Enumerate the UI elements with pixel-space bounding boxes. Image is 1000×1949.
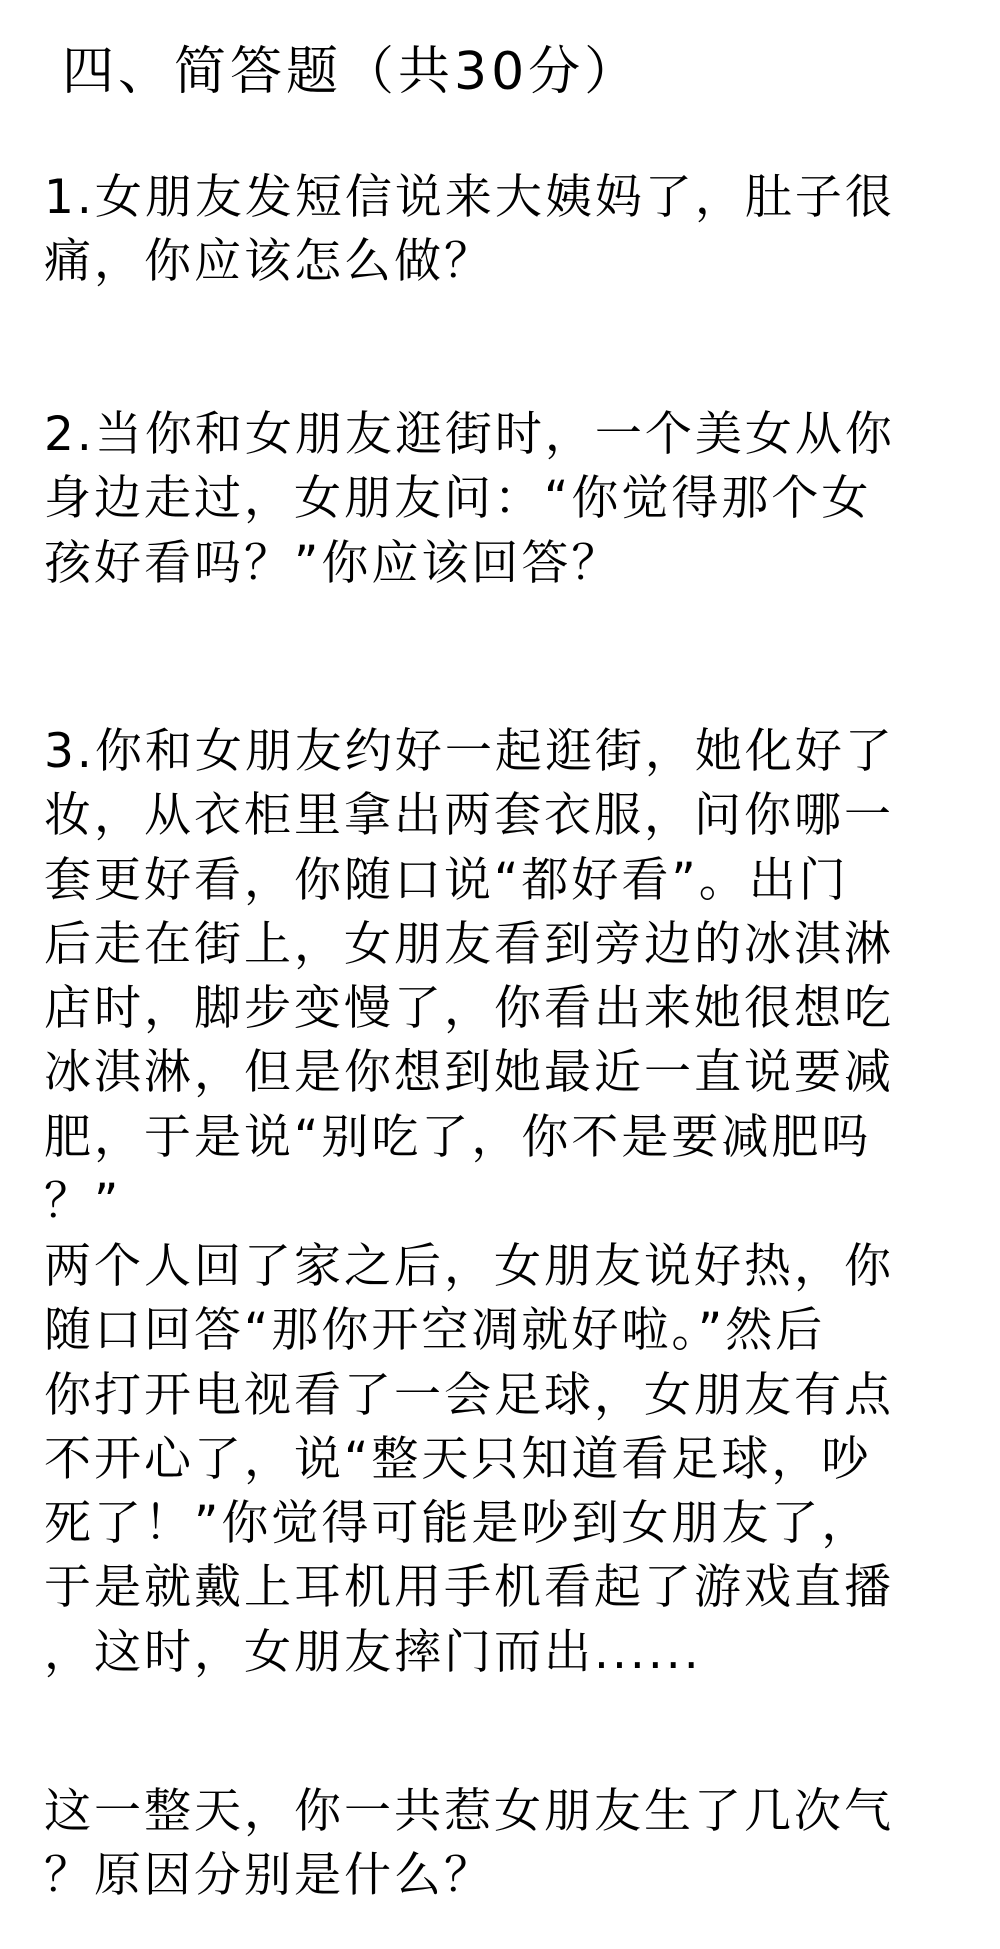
question-3-continuation bbox=[44, 1235, 974, 1685]
final-question-line: 这一整天，你一共惹女朋友生了几次气 bbox=[44, 1784, 894, 1839]
question-3-continuation-line: 两个人回了家之后，女朋友说好热，你 bbox=[44, 1239, 894, 1294]
question-1 bbox=[44, 166, 974, 295]
question-3-line: 后走在街上，女朋友看到旁边的冰淇淋 bbox=[44, 916, 894, 972]
question-3-continuation-line: ，这时，女朋友摔门而出...... bbox=[44, 1624, 702, 1680]
question-3-line: ？” bbox=[44, 1174, 122, 1230]
question-3-continuation-line: 随口回答“那你开空凋就好啦。”然后 bbox=[44, 1303, 826, 1359]
question-2 bbox=[44, 403, 974, 596]
section-title: 四、简答题（共30分） bbox=[62, 42, 641, 102]
question-3 bbox=[44, 720, 974, 1234]
question-3-line: 冰淇淋，但是你想到她最近一直说要减 bbox=[44, 1045, 894, 1101]
question-1-line: 痛，你应该怎么做？ bbox=[44, 234, 494, 290]
question-2-line: 身边走过，女朋友问：“你觉得那个女 bbox=[44, 471, 872, 527]
question-1-line: 1.女朋友发短信说来大姨妈了，肚子很 bbox=[44, 170, 895, 225]
question-3-line: 店时，脚步变慢了，你看出来她很想吃 bbox=[44, 981, 894, 1037]
final-question-line: ？原因分别是什么？ bbox=[44, 1848, 494, 1904]
question-3-continuation-line: 你打开电视看了一会足球，女朋友有点 bbox=[44, 1367, 894, 1423]
question-3-continuation-line: 死了！”你觉得可能是吵到女朋友了， bbox=[44, 1496, 872, 1552]
question-2-line: 2.当你和女朋友逛街时，一个美女从你 bbox=[44, 407, 895, 462]
final-question bbox=[44, 1780, 974, 1909]
question-3-line: 肥，于是说“别吃了，你不是要减肥吗 bbox=[44, 1109, 872, 1165]
question-2-line: 孩好看吗？”你应该回答？ bbox=[44, 535, 622, 591]
question-3-continuation-line: 于是就戴上耳机用手机看起了游戏直播 bbox=[44, 1560, 894, 1616]
question-3-line: 3.你和女朋友约好一起逛街，她化好了 bbox=[44, 724, 895, 779]
question-3-continuation-line: 不开心了，说“整天只知道看足球，吵 bbox=[44, 1431, 872, 1487]
question-3-line: 套更好看，你随口说“都好看”。出门 bbox=[44, 852, 849, 908]
question-3-line: 妆，从衣柜里拿出两套衣服，问你哪一 bbox=[44, 788, 894, 844]
